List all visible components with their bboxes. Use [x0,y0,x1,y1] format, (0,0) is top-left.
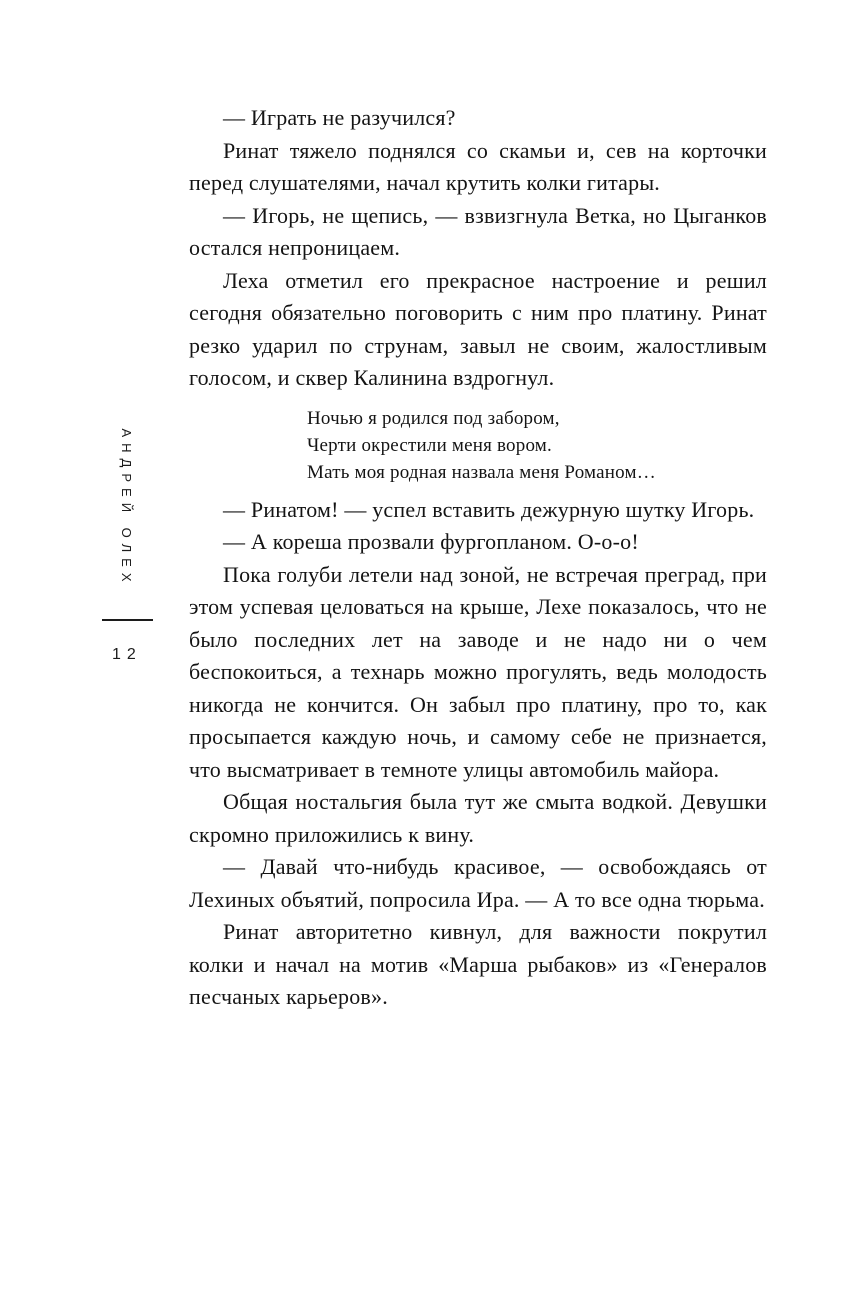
margin-author-rotated [119,427,135,589]
paragraph: Ринат авторитетно кивнул, для важности покрутил колки и начал на мотив «Марша рыбаков» из «Генералов песчаных карьеров». [189,919,767,1009]
page-number: 12 [112,646,142,663]
verse-block [307,405,767,486]
paragraph: — А кореша прозвали фургопланом. О-о-о! [223,529,639,554]
paragraph: Пока голуби летели над зоной, не встречая преград, при этом успевая целоваться на крыше, Лехе показалось, что не было последних лет на заводе и не надо ни о чем беспокоиться, а технарь можно прогулять, ведь молодость никогда не кончится. Он забыл про платину, про то, как просыпается каждую ночь, и самому себе не признается, что высматривает в темноте улицы автомобиль майора. [189,561,767,782]
paragraph: Общая ностальгия была тут же смыта водкой. Девушки скромно приложились к вину. [189,789,767,847]
text-block [189,102,767,1014]
verse-line: Мать моя родная назвала меня Романом… [307,461,656,483]
author-name: АНДРЕЙ ОЛЕХ [119,428,134,588]
margin-divider-line [102,619,153,621]
paragraph: — Давай что-нибудь красивое, — освобождаясь от Лехиных объятий, попросила Ира. — А то все одна тюрьма. [189,854,767,912]
verse-line: Ночью я родился под забором, [307,407,560,429]
paragraph: — Ринатом! — успел вставить дежурную шутку Игорь. [223,496,755,522]
verse-line: Черти окрестили меня вором. [307,434,552,456]
paragraph: — Играть не разучился? [223,105,456,130]
paragraph: — Игорь, не щепись, — взвизгнула Ветка, но Цыганков остался непроницаем. [189,202,767,260]
paragraph: Леха отметил его прекрасное настроение и решил сегодня обязательно поговорить с ним про платину. Ринат резко ударил по струнам, завыл не своим, жалостливым голосом, и сквер Калинина вздрогнул. [189,267,767,390]
paragraph: Ринат тяжело поднялся со скамьи и, сев на корточки перед слушателями, начал крутить колки гитары. [189,137,767,195]
